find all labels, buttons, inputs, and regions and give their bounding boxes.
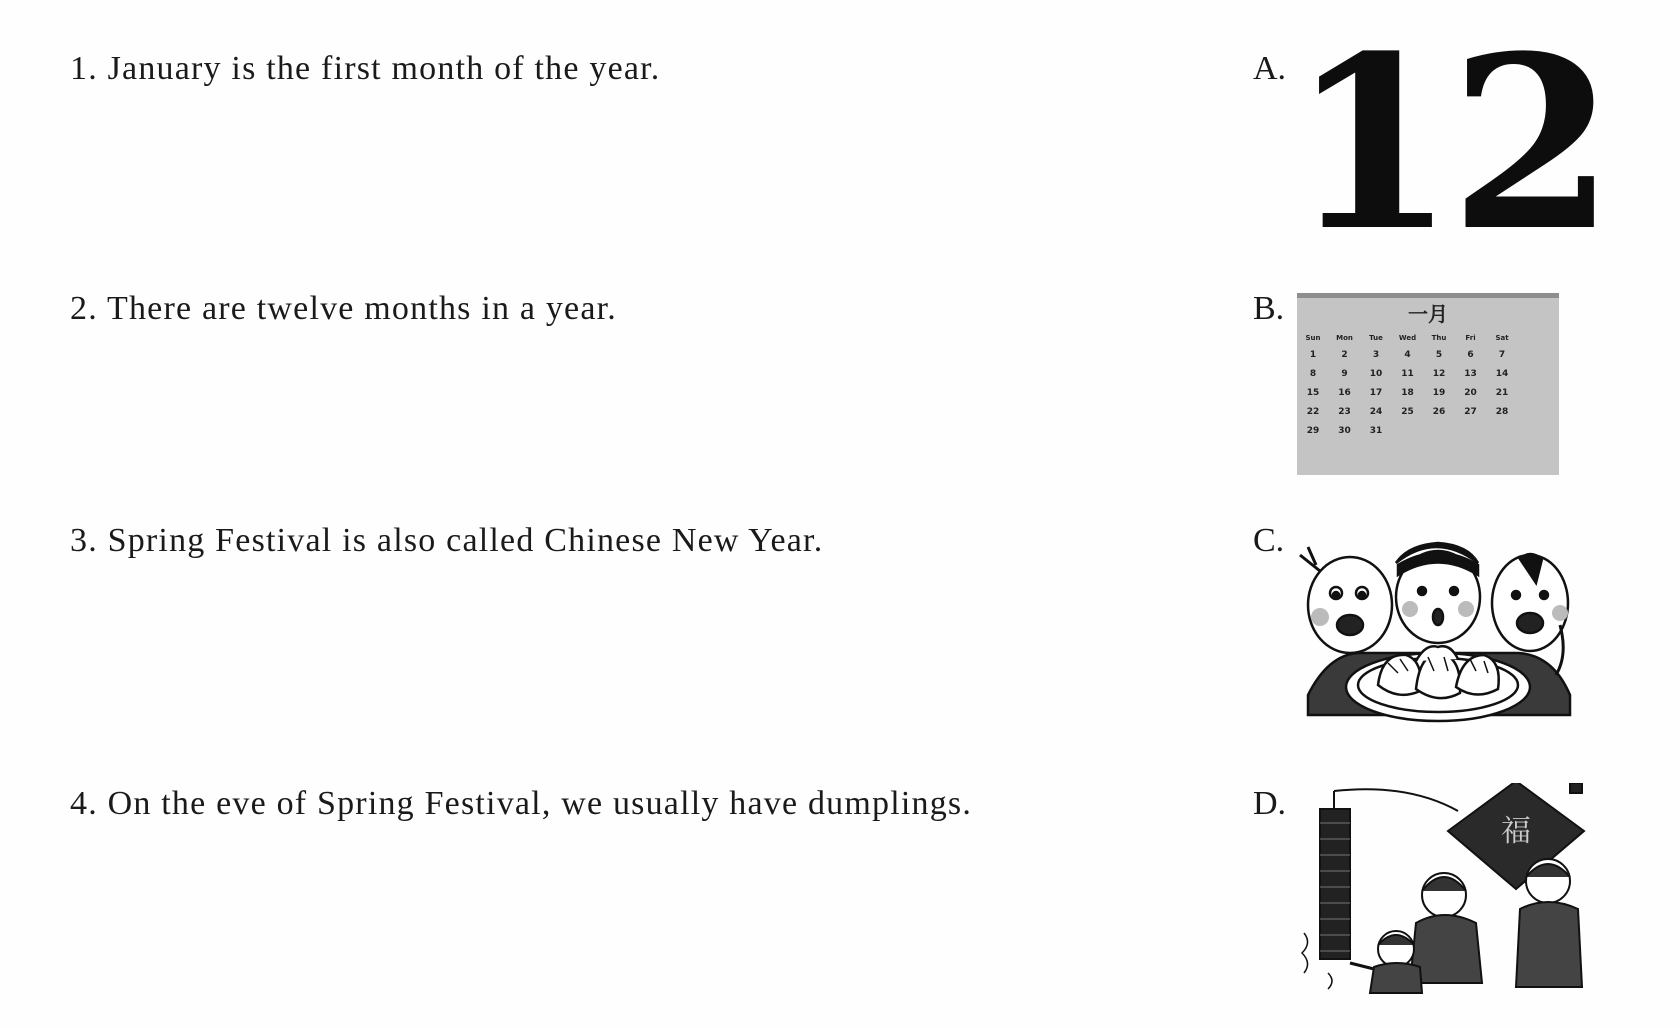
calendar-day: 3 [1372, 350, 1380, 360]
calendar-day: 12 [1432, 369, 1446, 379]
sentence-2: 2. There are twelve months in a year. [70, 290, 617, 327]
calendar-day: 26 [1432, 407, 1446, 417]
option-d-label: D. [1253, 785, 1287, 822]
calendar-weekday: Sun [1305, 334, 1321, 342]
calendar-day: 7 [1498, 350, 1506, 360]
calendar-day: 8 [1309, 369, 1317, 379]
calendar-day: 10 [1369, 369, 1383, 379]
calendar-day: 31 [1369, 426, 1383, 436]
number-twelve: 12 [1290, 5, 1610, 284]
calendar-day: 1 [1309, 350, 1317, 360]
calendar-month-title: 一月 [1408, 302, 1448, 326]
calendar-weekday: Wed [1398, 334, 1417, 342]
calendar-day: 6 [1467, 350, 1474, 360]
option-c-label: C. [1253, 522, 1285, 559]
calendar-weekday: Mon [1336, 334, 1353, 342]
calendar-weekday: Fri [1465, 334, 1476, 342]
calendar-picture [1297, 293, 1559, 475]
sentence-4: 4. On the eve of Spring Festival, we usually have dumplings. [70, 785, 973, 822]
calendar-day: 17 [1369, 388, 1383, 398]
banner-character: 福 [1501, 814, 1531, 849]
calendar-day: 16 [1338, 388, 1351, 398]
calendar-day: 22 [1306, 407, 1320, 417]
option-a-label: A. [1253, 50, 1287, 87]
calendar-day: 25 [1401, 407, 1414, 417]
calendar-day: 11 [1401, 369, 1414, 379]
calendar-day: 21 [1495, 388, 1509, 398]
calendar-day: 23 [1338, 407, 1351, 417]
calendar-day: 18 [1401, 388, 1414, 398]
calendar-day: 28 [1495, 407, 1509, 417]
calendar-day: 19 [1432, 388, 1446, 398]
calendar-day: 15 [1306, 388, 1320, 398]
sentence-3: 3. Spring Festival is also called Chinese New Year. [70, 522, 824, 559]
calendar-day: 20 [1464, 388, 1477, 398]
calendar-day: 29 [1306, 426, 1320, 436]
calendar-day: 5 [1435, 350, 1443, 360]
calendar-day: 9 [1341, 369, 1348, 379]
calendar-weekday: Sat [1495, 334, 1509, 342]
calendar-weekday: Tue [1369, 334, 1383, 342]
calendar-day: 30 [1338, 426, 1351, 436]
calendar-day: 13 [1464, 369, 1477, 379]
children-dumplings-picture [1298, 535, 1580, 733]
calendar-weekday: Thu [1431, 334, 1447, 342]
option-b-label: B. [1253, 290, 1285, 327]
firecrackers-picture [1298, 783, 1598, 996]
calendar-day: 2 [1341, 350, 1348, 360]
calendar-day: 24 [1369, 407, 1383, 417]
sentence-1: 1. January is the first month of the year. [70, 50, 661, 87]
calendar-day: 14 [1495, 369, 1509, 379]
calendar-day: 27 [1464, 407, 1477, 417]
calendar-day: 4 [1404, 350, 1411, 360]
